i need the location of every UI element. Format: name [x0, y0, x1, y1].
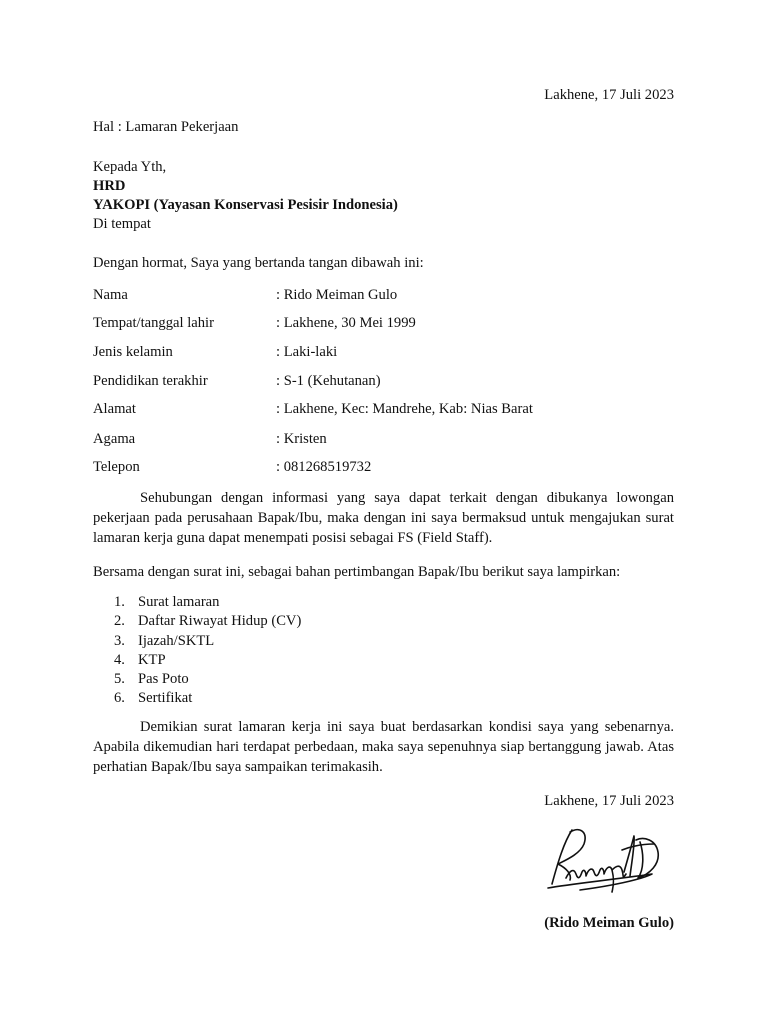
- paragraph-closing: Demikian surat lamaran kerja ini saya buat berdasarkan kondisi saya yang sebenarnya. Apabila dikemudian hari terdapat perbedaan, maka saya sepenuhnya siap bertanggung jawab. Atas perhatian Bapak/Ibu saya sampaikan terimakasih.: [93, 719, 674, 775]
- signature-icon: [540, 822, 665, 900]
- subject-line: Hal : Lamaran Pekerjaan: [93, 119, 239, 135]
- list-item-text: Sertifikat: [138, 690, 193, 707]
- list-item-text: Daftar Riwayat Hidup (CV): [138, 613, 302, 630]
- field-label: Nama: [93, 287, 128, 303]
- list-item-text: Pas Poto: [138, 671, 189, 688]
- list-item-number: 4.: [114, 651, 125, 668]
- place-date-bottom: Lakhene, 17 Juli 2023: [544, 793, 674, 809]
- recipient-greeting: Kepada Yth,: [93, 159, 167, 175]
- list-item-text: KTP: [138, 651, 166, 668]
- opening-sentence: Dengan hormat, Saya yang bertanda tangan dibawah ini:: [93, 255, 424, 271]
- list-item-number: 2.: [114, 613, 125, 630]
- field-value: : Kristen: [276, 431, 327, 447]
- list-item-number: 6.: [114, 690, 125, 707]
- list-item-text: Surat lamaran: [138, 594, 220, 610]
- field-value: : S-1 (Kehutanan): [276, 373, 381, 389]
- signer-name: (Rido Meiman Gulo): [544, 915, 674, 931]
- list-item-number: 5.: [114, 671, 125, 688]
- field-label: Tempat/tanggal lahir: [93, 315, 214, 331]
- field-value: : Lakhene, Kec: Mandrehe, Kab: Nias Barat: [276, 401, 533, 417]
- recipient-department: HRD: [93, 178, 126, 194]
- field-label: Telepon: [93, 459, 140, 475]
- field-value: : Rido Meiman Gulo: [276, 287, 398, 303]
- list-item-text: Ijazah/SKTL: [138, 632, 215, 649]
- field-label: Pendidikan terakhir: [93, 373, 208, 389]
- recipient-organization: YAKOPI (Yayasan Konservasi Pesisir Indonesia): [93, 197, 398, 213]
- list-item-number: 3.: [114, 632, 125, 649]
- paragraph-intent: Sehubungan dengan informasi yang saya dapat terkait dengan dibukanya lowongan pekerjaan pada perusahaan Bapak/Ibu, maka dengan ini saya bermaksud untuk mengajukan surat lamaran kerja guna dapat menempati posisi sebagai FS (Field Staff).: [93, 490, 674, 546]
- field-value: : Lakhene, 30 Mei 1999: [276, 315, 416, 331]
- field-value: : 081268519732: [276, 459, 372, 475]
- list-item-number: 1.: [114, 594, 125, 610]
- field-label: Jenis kelamin: [93, 344, 173, 360]
- field-label: Agama: [93, 431, 136, 447]
- recipient-location: Di tempat: [93, 216, 151, 232]
- place-date-top: Lakhene, 17 Juli 2023: [544, 87, 674, 103]
- attachments-intro: Bersama dengan surat ini, sebagai bahan pertimbangan Bapak/Ibu berikut saya lampirkan:: [93, 564, 621, 580]
- field-value: : Laki-laki: [276, 344, 338, 360]
- field-label: Alamat: [93, 401, 136, 417]
